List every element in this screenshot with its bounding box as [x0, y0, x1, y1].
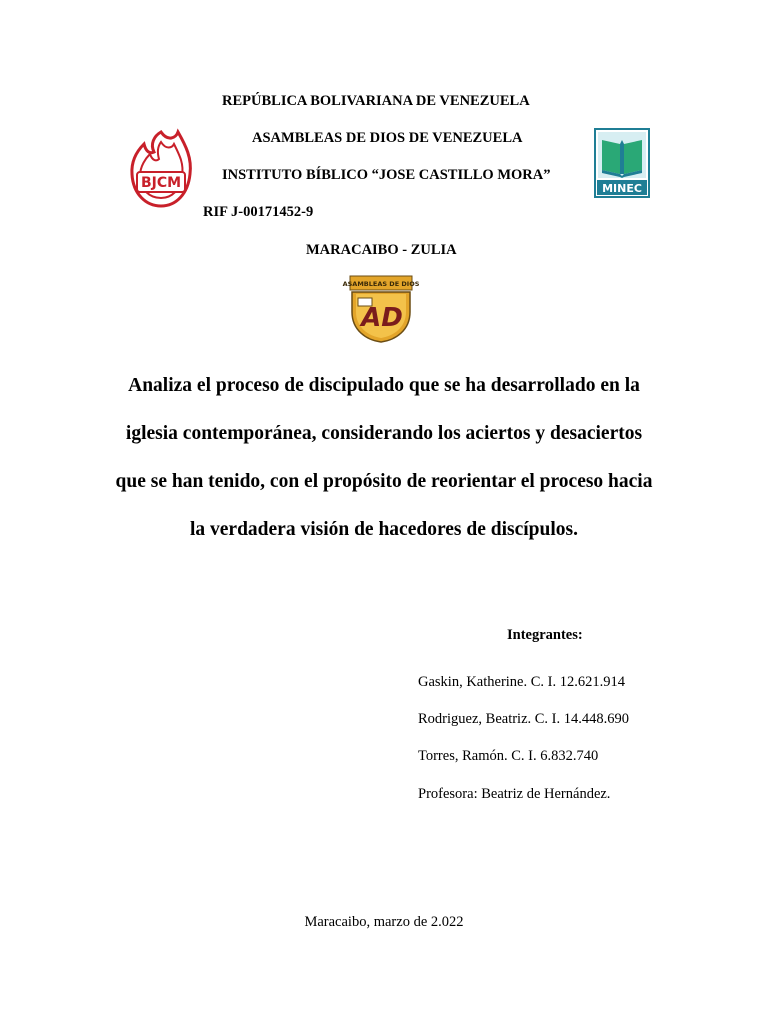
- title-line: Analiza el proceso de discipulado que se ha desarrollado en la: [128, 375, 640, 396]
- member-item: Gaskin, Katherine. C. I. 12.621.914: [418, 674, 625, 690]
- header-city: MARACAIBO - ZULIA: [306, 242, 457, 258]
- header-republic: REPÚBLICA BOLIVARIANA DE VENEZUELA: [222, 93, 530, 109]
- document-title: [60, 362, 708, 554]
- title-line: iglesia contemporánea, considerando los aciertos y desaciertos: [125, 423, 643, 444]
- bjcm-logo-text: BJCM: [140, 175, 182, 191]
- members-label: Integrantes:: [507, 627, 583, 643]
- title-line: que se han tenido, con el propósito de reorientar el proceso hacia: [115, 471, 653, 492]
- header-assemblies: ASAMBLEAS DE DIOS DE VENEZUELA: [252, 130, 523, 146]
- member-item: Torres, Ramón. C. I. 6.832.740: [418, 748, 599, 764]
- shield-logo-banner-text: ASAMBLEAS DE DIOS: [342, 280, 420, 288]
- shield-logo-icon: [342, 274, 420, 344]
- title-line: la verdadera visión de hacedores de discípulos.: [189, 519, 579, 540]
- header-institute: INSTITUTO BÍBLICO “JOSE CASTILLO MORA”: [222, 167, 551, 183]
- book-logo-icon: [594, 128, 650, 198]
- professor-item: Profesora: Beatriz de Hernández.: [418, 786, 611, 802]
- place-date: Maracaibo, marzo de 2.022: [304, 914, 464, 930]
- member-item: Rodriguez, Beatriz. C. I. 14.448.690: [418, 711, 630, 727]
- minec-logo-text: MINEC: [602, 182, 642, 195]
- shield-logo-emblem: AD: [361, 303, 403, 333]
- header-rif: RIF J-00171452-9: [203, 204, 314, 220]
- flame-logo-icon: [128, 128, 194, 208]
